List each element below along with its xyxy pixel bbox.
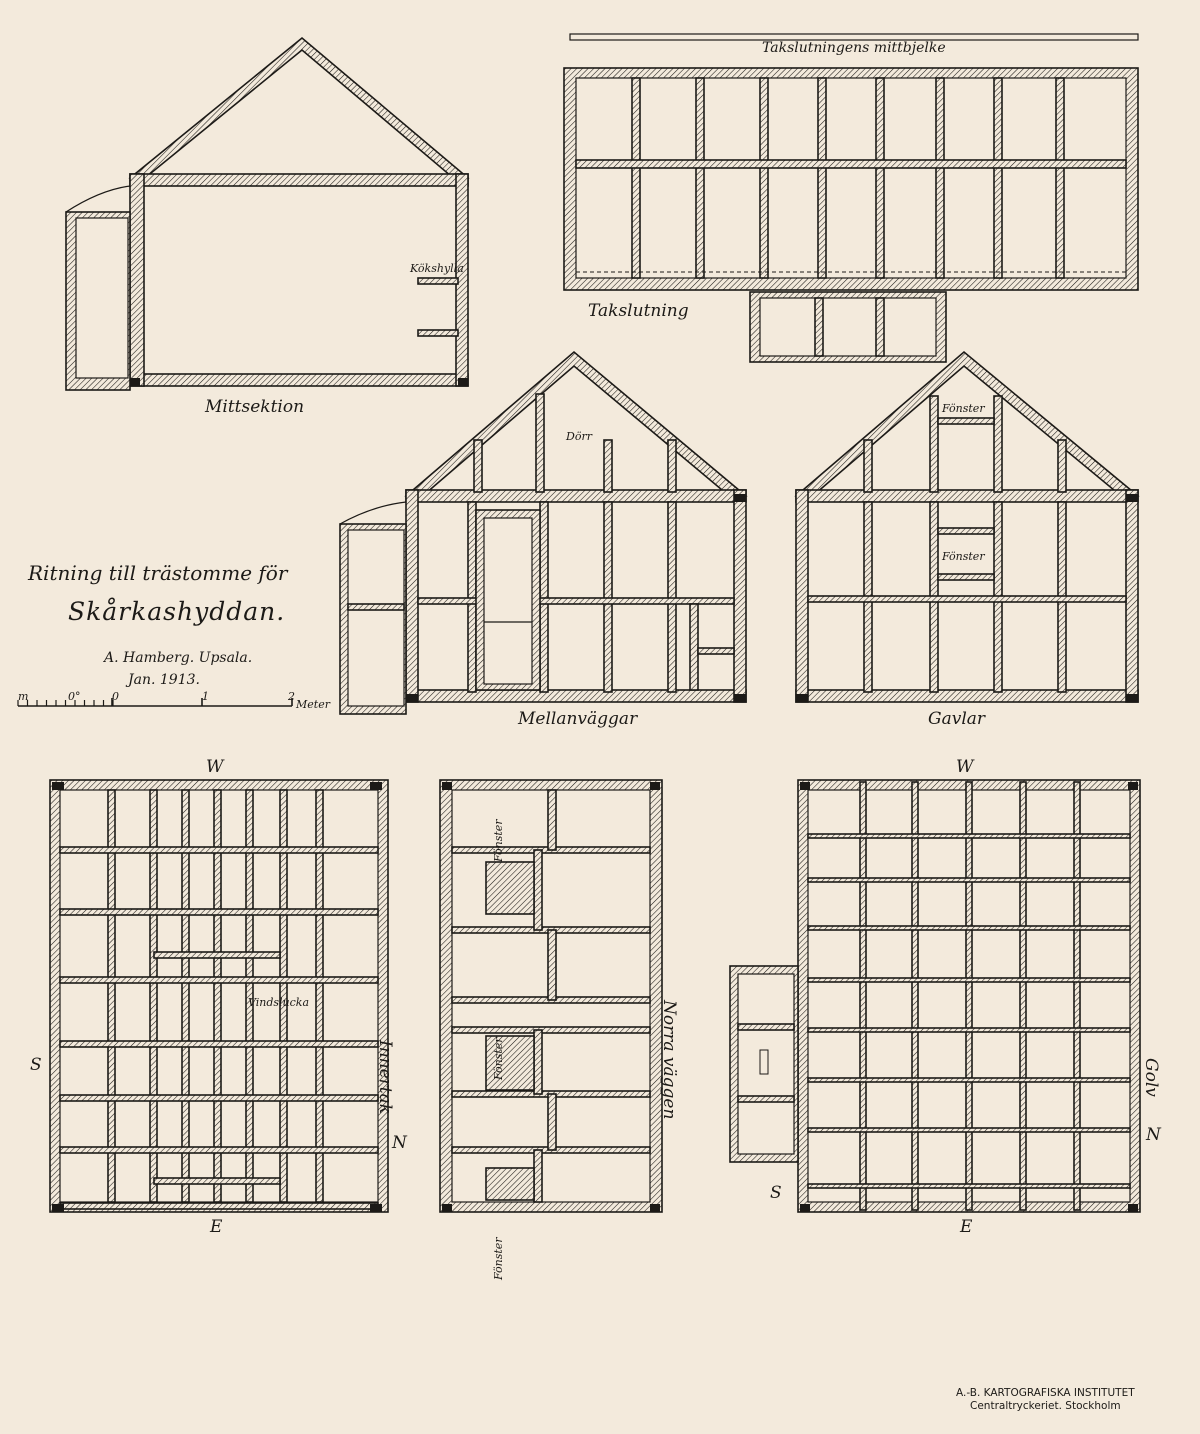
golv-board-6 — [808, 1128, 1130, 1132]
golv-board-2 — [808, 926, 1130, 930]
takslutning-label: Takslutning — [588, 301, 689, 321]
tak-rafter-6 — [994, 78, 1002, 278]
title-line1: Ritning till trästomme för — [28, 561, 288, 585]
norra-window-frame-2 — [486, 1168, 534, 1200]
norra-window-2: Fönster — [492, 1037, 505, 1080]
golv-board-3 — [808, 978, 1130, 982]
golv-joist-0 — [860, 782, 866, 1210]
tak-rafter-5 — [936, 78, 944, 278]
innertak-east: N — [392, 1133, 407, 1153]
innertak-batten-6 — [60, 1203, 378, 1209]
tak-rafter-3 — [818, 78, 826, 278]
norra-window-frame-0 — [486, 862, 534, 914]
innertak-batten-5 — [60, 1147, 378, 1153]
gavlar-window-top: Fönster — [942, 402, 985, 415]
kokshylla-label: Kökshylla — [410, 262, 464, 275]
golv-corner-3 — [1128, 1204, 1138, 1212]
golv-east: N — [1146, 1125, 1161, 1145]
golv-board-7 — [808, 1184, 1130, 1188]
golv-board-0 — [808, 834, 1130, 838]
innertak-batten-2 — [60, 977, 378, 983]
scale-bar — [18, 690, 331, 711]
innertak-south: E — [210, 1217, 223, 1237]
dorr-label: Dörr — [566, 430, 592, 443]
norra-window-3: Fönster — [492, 1237, 505, 1280]
title-block — [18, 561, 331, 711]
mittsektion-view — [66, 38, 468, 417]
golv-joist-4 — [1074, 782, 1080, 1210]
scale-tick-half: 0° — [68, 690, 81, 703]
imprint-line1: A.-B. KARTOGRAFISKA INSTITUTET — [956, 1387, 1135, 1399]
golv-joist-3 — [1020, 782, 1026, 1210]
scale-tick-0: 0 — [112, 690, 119, 703]
golv-west: S — [770, 1183, 782, 1203]
norra-corner-1 — [650, 782, 660, 790]
mittbjelke-label: Takslutningens mittbjelke — [762, 40, 946, 56]
norra-window-1: Fönster — [492, 819, 505, 862]
date: Jan. 1913. — [128, 672, 200, 688]
innertak-north: W — [206, 757, 224, 777]
tak-rafter-2 — [760, 78, 768, 278]
takslutning-view — [564, 34, 1138, 362]
gavlar-view — [796, 352, 1138, 729]
mellanvaggar-view — [340, 352, 746, 729]
innertak-corner-2 — [52, 1204, 64, 1212]
author: A. Hamberg. Upsala. — [104, 650, 253, 666]
golv-joist-2 — [966, 782, 972, 1210]
norra-stud-5 — [534, 1150, 542, 1202]
tak-rafter-7 — [1056, 78, 1064, 278]
golv-board-1 — [808, 878, 1130, 882]
scale-unit: Meter — [296, 698, 330, 711]
tak-midbeam — [576, 160, 1126, 168]
innertak-corner-1 — [370, 782, 382, 790]
innertak-batten-4 — [60, 1095, 378, 1101]
innertak-west: S — [30, 1055, 42, 1075]
norra-vaggen-view — [440, 780, 679, 1281]
golv-corner-0 — [800, 782, 810, 790]
norra-stud-0 — [548, 790, 556, 850]
vindslucka-label: Vindslucka — [248, 996, 310, 1009]
norra-corner-3 — [650, 1204, 660, 1212]
golv-label: Golv — [1141, 1058, 1161, 1097]
scale-tick-m: m — [18, 690, 29, 703]
innertak-corner-3 — [370, 1204, 382, 1212]
norra-stud-2 — [548, 930, 556, 1000]
gavlar-window-mid: Fönster — [942, 550, 985, 563]
tak-rafter-4 — [876, 78, 884, 278]
golv-corner-2 — [800, 1204, 810, 1212]
norra-corner-2 — [442, 1204, 452, 1212]
norra-rail-3 — [452, 1027, 650, 1033]
norra-stud-4 — [548, 1094, 556, 1150]
mittsektion-label: Mittsektion — [205, 397, 305, 417]
innertak-batten-3 — [60, 1041, 378, 1047]
norra-stud-3 — [534, 1030, 542, 1094]
norra-vaggen-label: Norra väggen — [659, 1000, 679, 1120]
golv-joist-1 — [912, 782, 918, 1210]
tak-rafter-0 — [632, 78, 640, 278]
golv-board-5 — [808, 1078, 1130, 1082]
mellanvaggar-label: Mellanväggar — [518, 709, 638, 729]
scale-tick-2: 2 — [288, 690, 295, 703]
innertak-batten-0 — [60, 847, 378, 853]
innertak-view — [30, 757, 408, 1237]
innertak-corner-0 — [52, 782, 64, 790]
golv-corner-1 — [1128, 782, 1138, 790]
scale-tick-1: 1 — [202, 690, 209, 703]
gavlar-label: Gavlar — [928, 709, 986, 729]
norra-stud-1 — [534, 850, 542, 930]
title-line2: Skårkashyddan. — [68, 597, 286, 626]
imprint-line2: Centraltryckeriet. Stockholm — [970, 1400, 1121, 1412]
golv-north: W — [956, 757, 974, 777]
golv-south: E — [960, 1217, 973, 1237]
golv-view — [730, 757, 1162, 1237]
innertak-batten-1 — [60, 909, 378, 915]
tak-rafter-1 — [696, 78, 704, 278]
innertak-label: Innertak — [375, 1040, 395, 1115]
golv-board-4 — [808, 1028, 1130, 1032]
norra-corner-0 — [442, 782, 452, 790]
